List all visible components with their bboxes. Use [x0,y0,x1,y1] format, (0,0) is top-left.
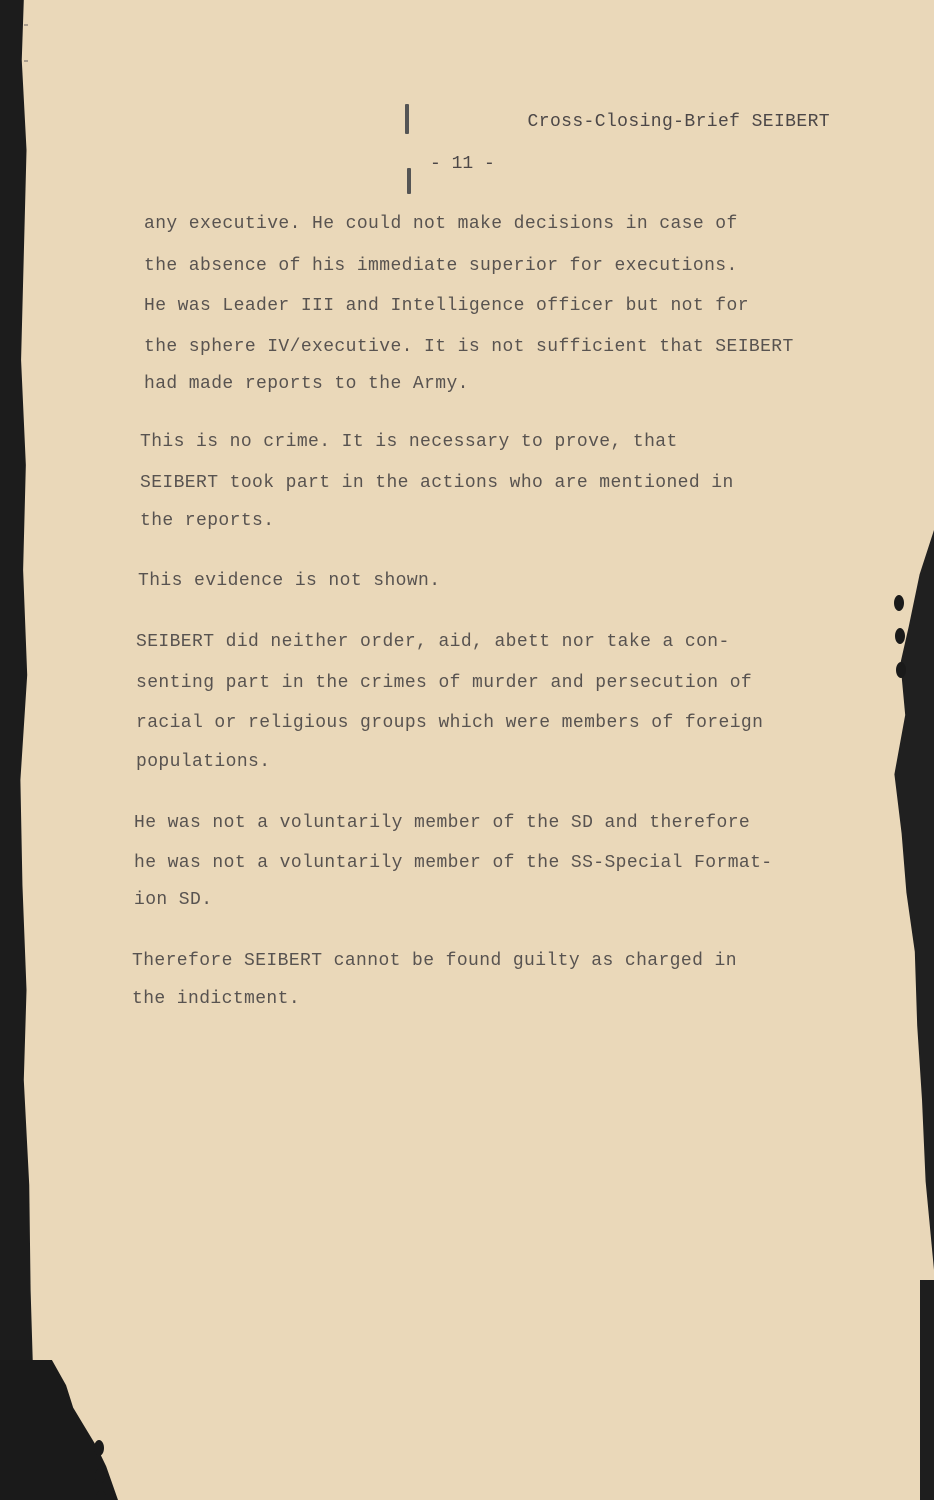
paragraph-line: the sphere IV/executive. It is not sufficient that SEIBERT [144,337,794,357]
paragraph-line: he was not a voluntarily member of the SS-Special Format- [134,853,773,873]
document-header: Cross-Closing-Brief SEIBERT [527,112,830,132]
paragraph-line: ion SD. [134,890,213,910]
paragraph-line: the absence of his immediate superior for executions. [144,256,738,276]
page-number: - 11 - [430,154,495,174]
punch-hole-6 [96,1490,106,1500]
paragraph-line: the reports. [140,511,275,531]
paragraph-line: Therefore SEIBERT cannot be found guilty as charged in [132,951,737,971]
paragraph-line: populations. [136,752,271,772]
lower-right-edge [920,1280,934,1500]
paragraph-line: SEIBERT took part in the actions who are mentioned in [140,473,734,493]
paragraph-line: had made reports to the Army. [144,374,469,394]
fold-mark [24,24,28,26]
paragraph-line: He was Leader III and Intelligence officer but not for [144,296,749,316]
paragraph-line: senting part in the crimes of murder and persecution of [136,673,753,693]
paragraph-line: This evidence is not shown. [138,571,441,591]
fold-mark-2 [24,60,28,62]
staple-mark [405,104,409,134]
punch-hole-4 [94,1440,104,1456]
punch-hole-2 [895,628,905,644]
staple-mark-lower [407,168,411,194]
punch-hole-1 [894,595,904,611]
paragraph-line: This is no crime. It is necessary to prove, that [140,432,678,452]
paragraph-line: racial or religious groups which were members of foreign [136,713,764,733]
paragraph-line: He was not a voluntarily member of the SD and therefore [134,813,751,833]
paragraph-line: any executive. He could not make decisions in case of [144,214,738,234]
punch-hole-5 [95,1468,105,1484]
punch-hole-3 [896,662,906,678]
paragraph-line: the indictment. [132,989,301,1009]
paragraph-line: SEIBERT did neither order, aid, abett nor take a con- [136,632,730,652]
